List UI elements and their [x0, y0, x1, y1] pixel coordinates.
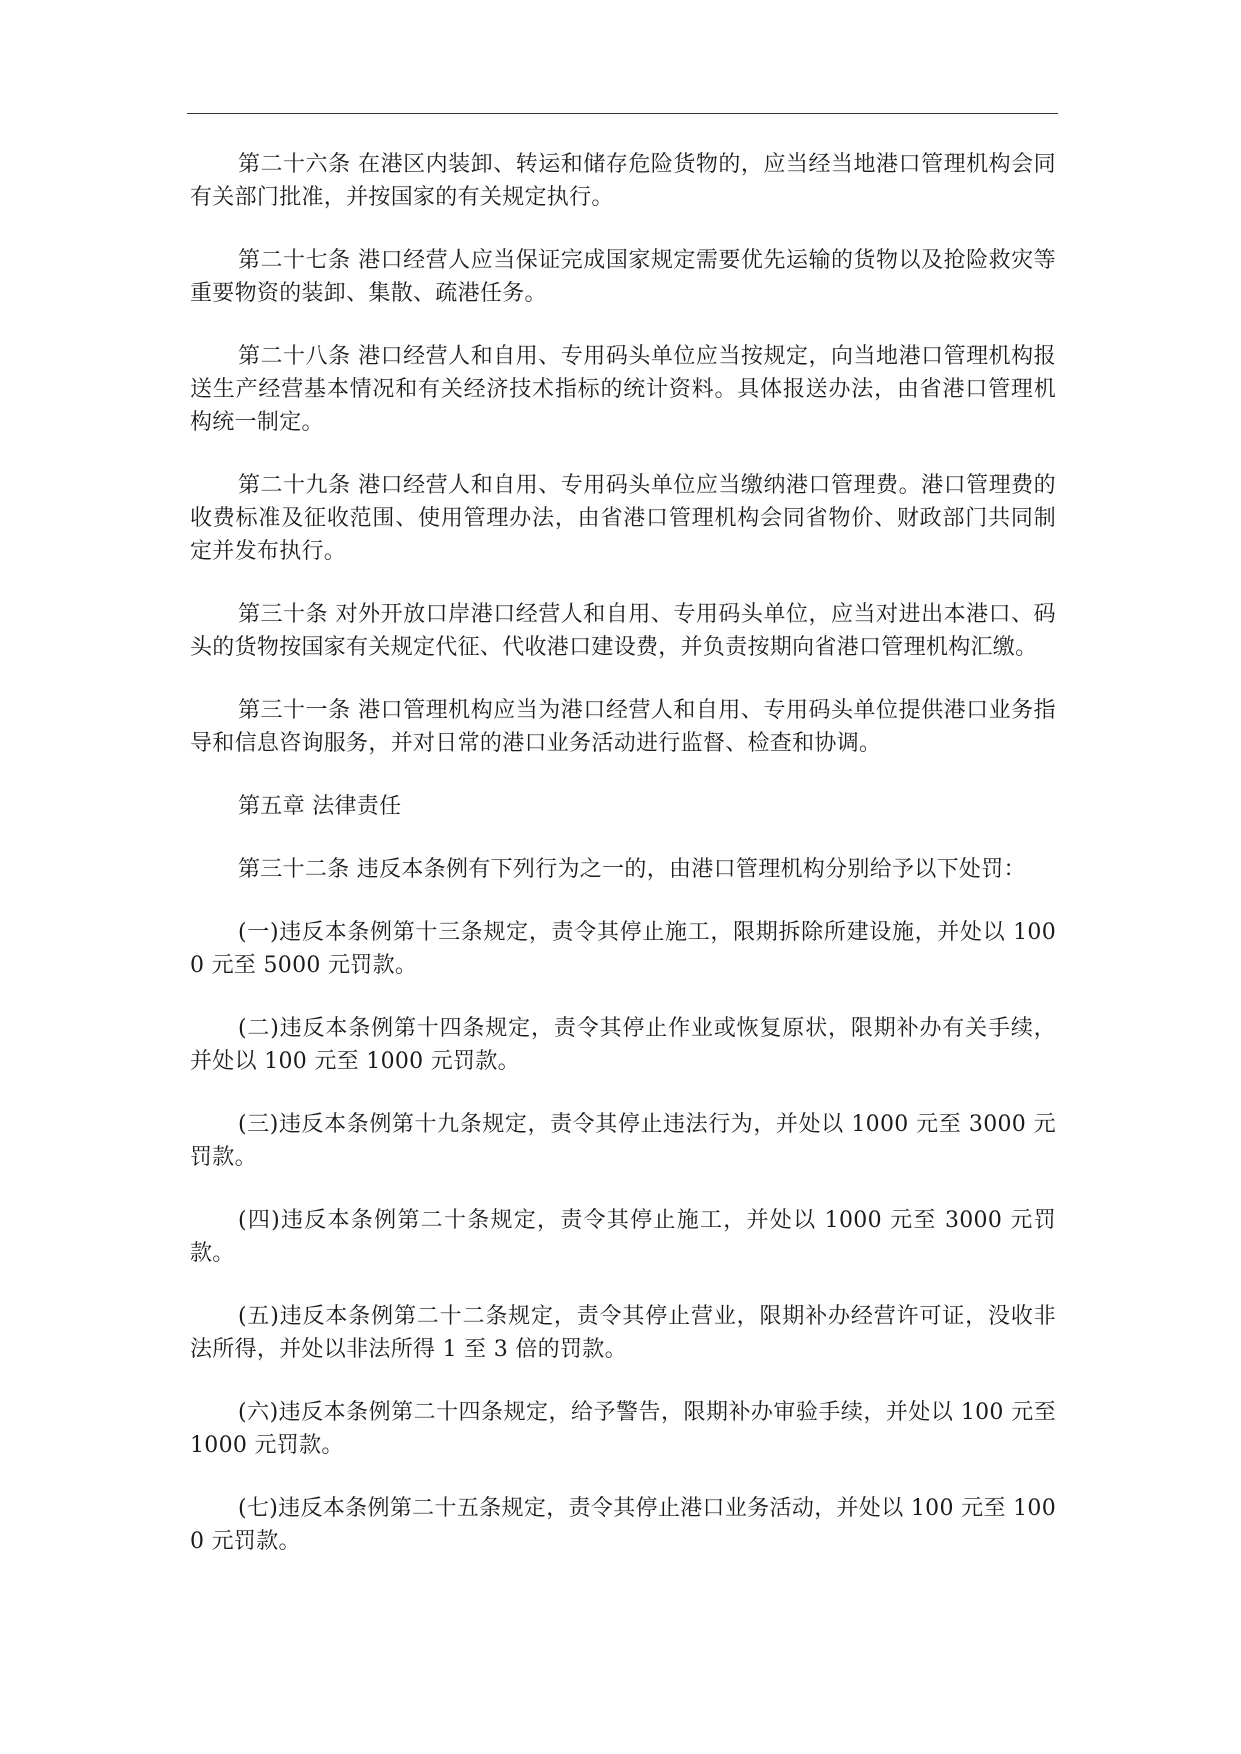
penalty-item-4: (四)违反本条例第二十条规定，责令其停止施工，并处以 1000 元至 3000 元罚款。 [190, 1208, 1056, 1266]
penalty-item-7: (七)违反本条例第二十五条规定，责令其停止港口业务活动，并处以 100 元至 1000 元罚款。 [190, 1496, 1056, 1554]
chapter-heading: 第五章 法律责任 [238, 794, 402, 819]
penalty-item-5: (五)违反本条例第二十二条规定，责令其停止营业，限期补办经营许可证，没收非法所得，并处以非法所得 1 至 3 倍的罚款。 [190, 1304, 1056, 1362]
header-rule [187, 113, 1058, 114]
article-26: 第二十六条 在港区内装卸、转运和储存危险货物的，应当经当地港口管理机构会同有关部门批准，并按国家的有关规定执行。 [190, 152, 1056, 210]
document-body [190, 148, 1056, 1588]
article-27: 第二十七条 港口经营人应当保证完成国家规定需要优先运输的货物以及抢险救灾等重要物资的装卸、集散、疏港任务。 [190, 248, 1056, 306]
penalty-item-3: (三)违反本条例第十九条规定，责令其停止违法行为，并处以 1000 元至 3000 元罚款。 [190, 1112, 1056, 1170]
penalty-item-6: (六)违反本条例第二十四条规定，给予警告，限期补办审验手续，并处以 100 元至 1000 元罚款。 [190, 1400, 1056, 1458]
penalty-item-1: (一)违反本条例第十三条规定，责令其停止施工，限期拆除所建设施，并处以 1000 元至 5000 元罚款。 [190, 920, 1056, 978]
article-29: 第二十九条 港口经营人和自用、专用码头单位应当缴纳港口管理费。港口管理费的收费标准及征收范围、使用管理办法，由省港口管理机构会同省物价、财政部门共同制定并发布执行。 [190, 473, 1056, 564]
article-28: 第二十八条 港口经营人和自用、专用码头单位应当按规定，向当地港口管理机构报送生产经营基本情况和有关经济技术指标的统计资料。具体报送办法，由省港口管理机构统一制定。 [190, 344, 1056, 435]
article-31: 第三十一条 港口管理机构应当为港口经营人和自用、专用码头单位提供港口业务指导和信息咨询服务，并对日常的港口业务活动进行监督、检查和协调。 [190, 698, 1056, 756]
article-32: 第三十二条 违反本条例有下列行为之一的，由港口管理机构分别给予以下处罚： [238, 857, 1026, 882]
penalty-item-2: (二)违反本条例第十四条规定，责令其停止作业或恢复原状，限期补办有关手续，并处以 100 元至 1000 元罚款。 [190, 1016, 1056, 1074]
article-30: 第三十条 对外开放口岸港口经营人和自用、专用码头单位，应当对进出本港口、码头的货物按国家有关规定代征、代收港口建设费，并负责按期向省港口管理机构汇缴。 [190, 602, 1056, 660]
